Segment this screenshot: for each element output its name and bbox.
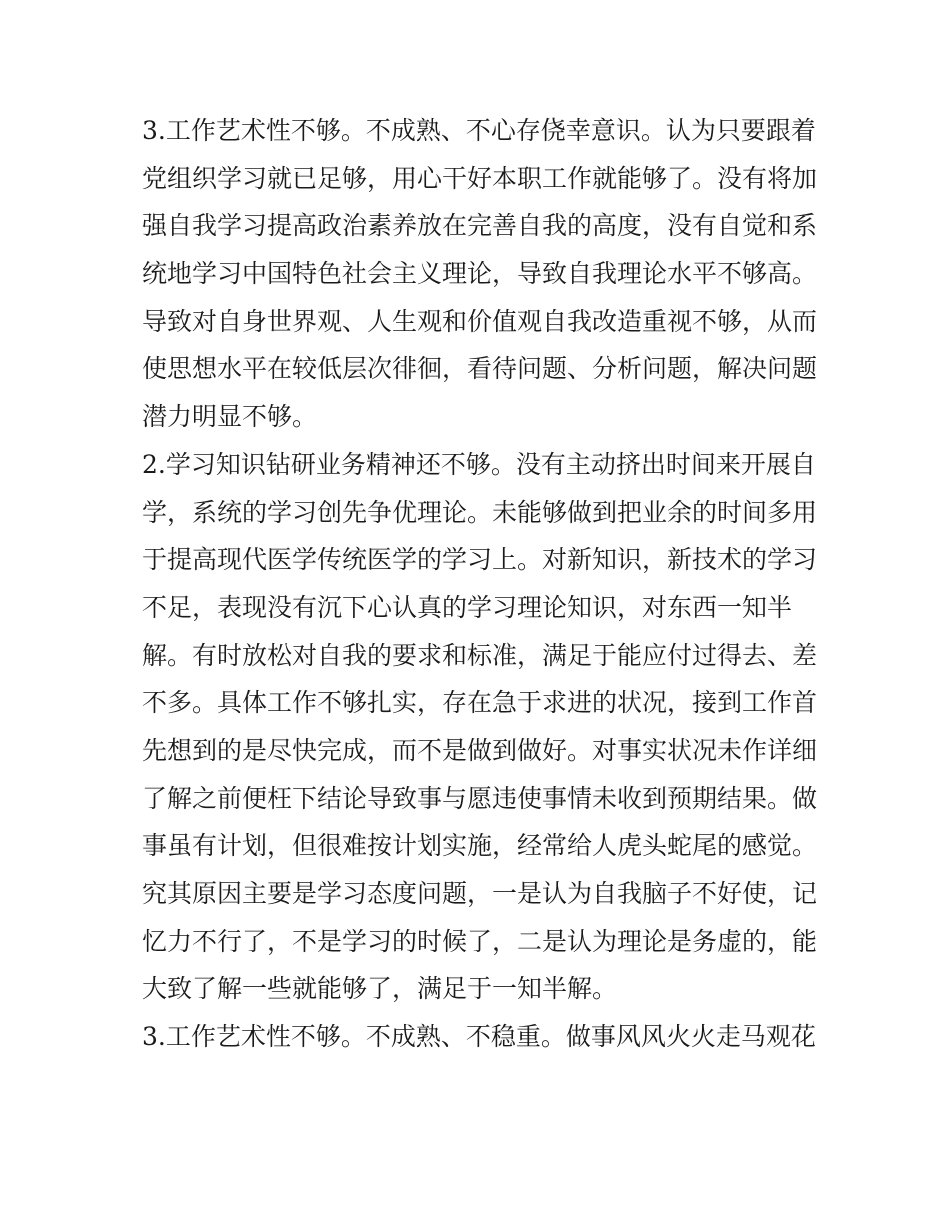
- text-line: 大致了解一些就能够了，满足于一知半解。: [142, 974, 618, 1004]
- text-line: 不多。具体工作不够扎实，存在急于求进的状况，接到工作首: [142, 688, 818, 718]
- document-body: [142, 107, 822, 1061]
- text-line: 潜力明显不够。: [142, 402, 318, 432]
- text-line: 不足，表现没有沉下心认真的学习理论知识，对东西一知半: [142, 592, 793, 622]
- text-line: 究其原因主要是学习态度问题，一是认为自我脑子不好使，记: [142, 879, 818, 908]
- text-line: 导致对自身世界观、人生观和价值观自我改造重视不够，从而: [142, 306, 818, 336]
- text-line: 3.工作艺术性不够。不成熟、不稳重。做事风风火火走马观花: [142, 1022, 816, 1052]
- text-line: 强自我学习提高政治素养放在完善自我的高度，没有自觉和系: [142, 211, 818, 241]
- text-line: 解。有时放松对自我的要求和标准，满足于能应付过得去、差: [142, 640, 818, 670]
- text-line: 学，系统的学习创先争优理论。未能够做到把业余的时间多用: [142, 497, 818, 527]
- text-line: 事虽有计划，但很难按计划实施，经常给人虎头蛇尾的感觉。: [142, 831, 818, 861]
- text-line: 忆力不行了，不是学习的时候了，二是认为理论是务虚的，能: [142, 926, 818, 956]
- text-line: 统地学习中国特色社会主义理论，导致自我理论水平不够高。: [142, 259, 818, 289]
- text-line: 了解之前便枉下结论导致事与愿违使事情未收到预期结果。做: [142, 783, 818, 813]
- text-line: 于提高现代医学传统医学的学习上。对新知识，新技术的学习: [142, 545, 818, 575]
- text-line: 党组织学习就已足够，用心干好本职工作就能够了。没有将加: [142, 163, 818, 193]
- text-line: 使思想水平在较低层次徘徊，看待问题、分析问题，解决问题: [142, 354, 818, 384]
- text-line: 2.学习知识钻研业务精神还不够。没有主动挤出时间来开展自: [142, 449, 816, 479]
- text-line: 先想到的是尽快完成，而不是做到做好。对事实状况未作详细: [142, 735, 818, 765]
- text-line: 3.工作艺术性不够。不成熟、不心存侥幸意识。认为只要跟着: [142, 116, 816, 145]
